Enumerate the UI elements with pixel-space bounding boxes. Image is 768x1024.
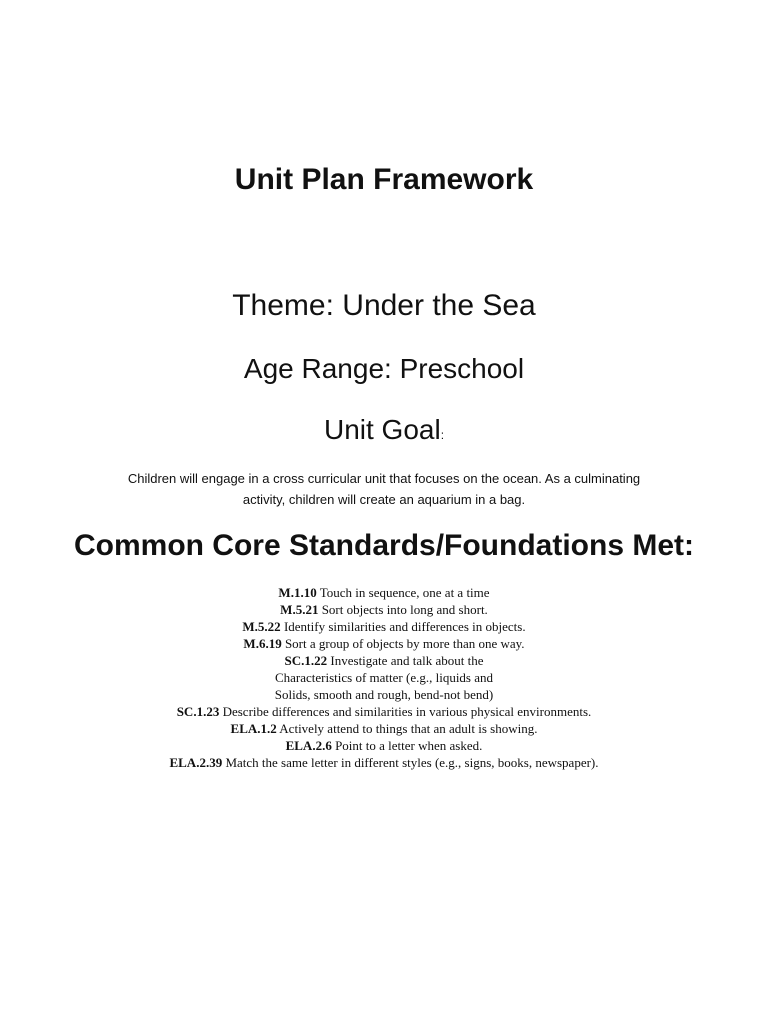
standard-code: SC.1.23 bbox=[176, 704, 220, 719]
standard-item bbox=[0, 737, 768, 754]
unit-goal-colon: : bbox=[440, 428, 445, 442]
standard-text: Characteristics of matter (e.g., liquids and bbox=[274, 670, 494, 685]
standard-text: Touch in sequence, one at a time bbox=[316, 585, 490, 600]
standards-heading: Common Core Standards/Foundations Met: bbox=[73, 529, 694, 562]
standard-code: M.6.19 bbox=[243, 636, 282, 651]
standard-continuation bbox=[0, 686, 768, 703]
standard-item bbox=[0, 584, 768, 601]
unit-goal-label: Unit Goal bbox=[323, 414, 441, 445]
standard-code: ELA.1.2 bbox=[230, 721, 277, 736]
standard-item bbox=[0, 618, 768, 635]
standard-code: M.5.21 bbox=[280, 602, 319, 617]
standard-code: ELA.2.39 bbox=[169, 755, 223, 770]
standard-item bbox=[0, 652, 768, 669]
age-range-heading: Age Range: Preschool bbox=[243, 353, 525, 384]
theme-heading: Theme: Under the Sea bbox=[232, 289, 536, 322]
standard-text: Identify similarities and differences in objects. bbox=[280, 619, 526, 634]
standard-item bbox=[0, 703, 768, 720]
standard-code: M.1.10 bbox=[278, 585, 317, 600]
standard-item bbox=[0, 635, 768, 652]
standards-list bbox=[0, 584, 768, 771]
page-title: Unit Plan Framework bbox=[234, 163, 534, 196]
standard-text: Actively attend to things that an adult is showing. bbox=[276, 721, 538, 736]
standard-text: Sort objects into long and short. bbox=[318, 602, 488, 617]
unit-goal-heading bbox=[0, 411, 768, 454]
standard-text: Solids, smooth and rough, bend-not bend) bbox=[274, 687, 494, 702]
standard-code: SC.1.22 bbox=[284, 653, 328, 668]
standard-text: Investigate and talk about the bbox=[327, 653, 484, 668]
standard-item bbox=[0, 720, 768, 737]
standard-continuation bbox=[0, 669, 768, 686]
standard-text: Sort a group of objects by more than one way. bbox=[281, 636, 525, 651]
standard-text: Point to a letter when asked. bbox=[331, 738, 483, 753]
unit-goal-description bbox=[84, 468, 684, 510]
standard-code: ELA.2.6 bbox=[285, 738, 332, 753]
unit-goal-text-line-1: Children will engage in a cross curricular unit that focuses on the ocean. As a culminating bbox=[127, 471, 641, 486]
standard-text: Match the same letter in different styles (e.g., signs, books, newspaper). bbox=[222, 755, 599, 770]
standard-code: M.5.22 bbox=[242, 619, 281, 634]
standard-item bbox=[0, 754, 768, 771]
unit-goal-text-line-2: activity, children will create an aquarium in a bag. bbox=[242, 492, 526, 507]
standard-item bbox=[0, 601, 768, 618]
standard-text: Describe differences and similarities in various physical environments. bbox=[219, 704, 592, 719]
